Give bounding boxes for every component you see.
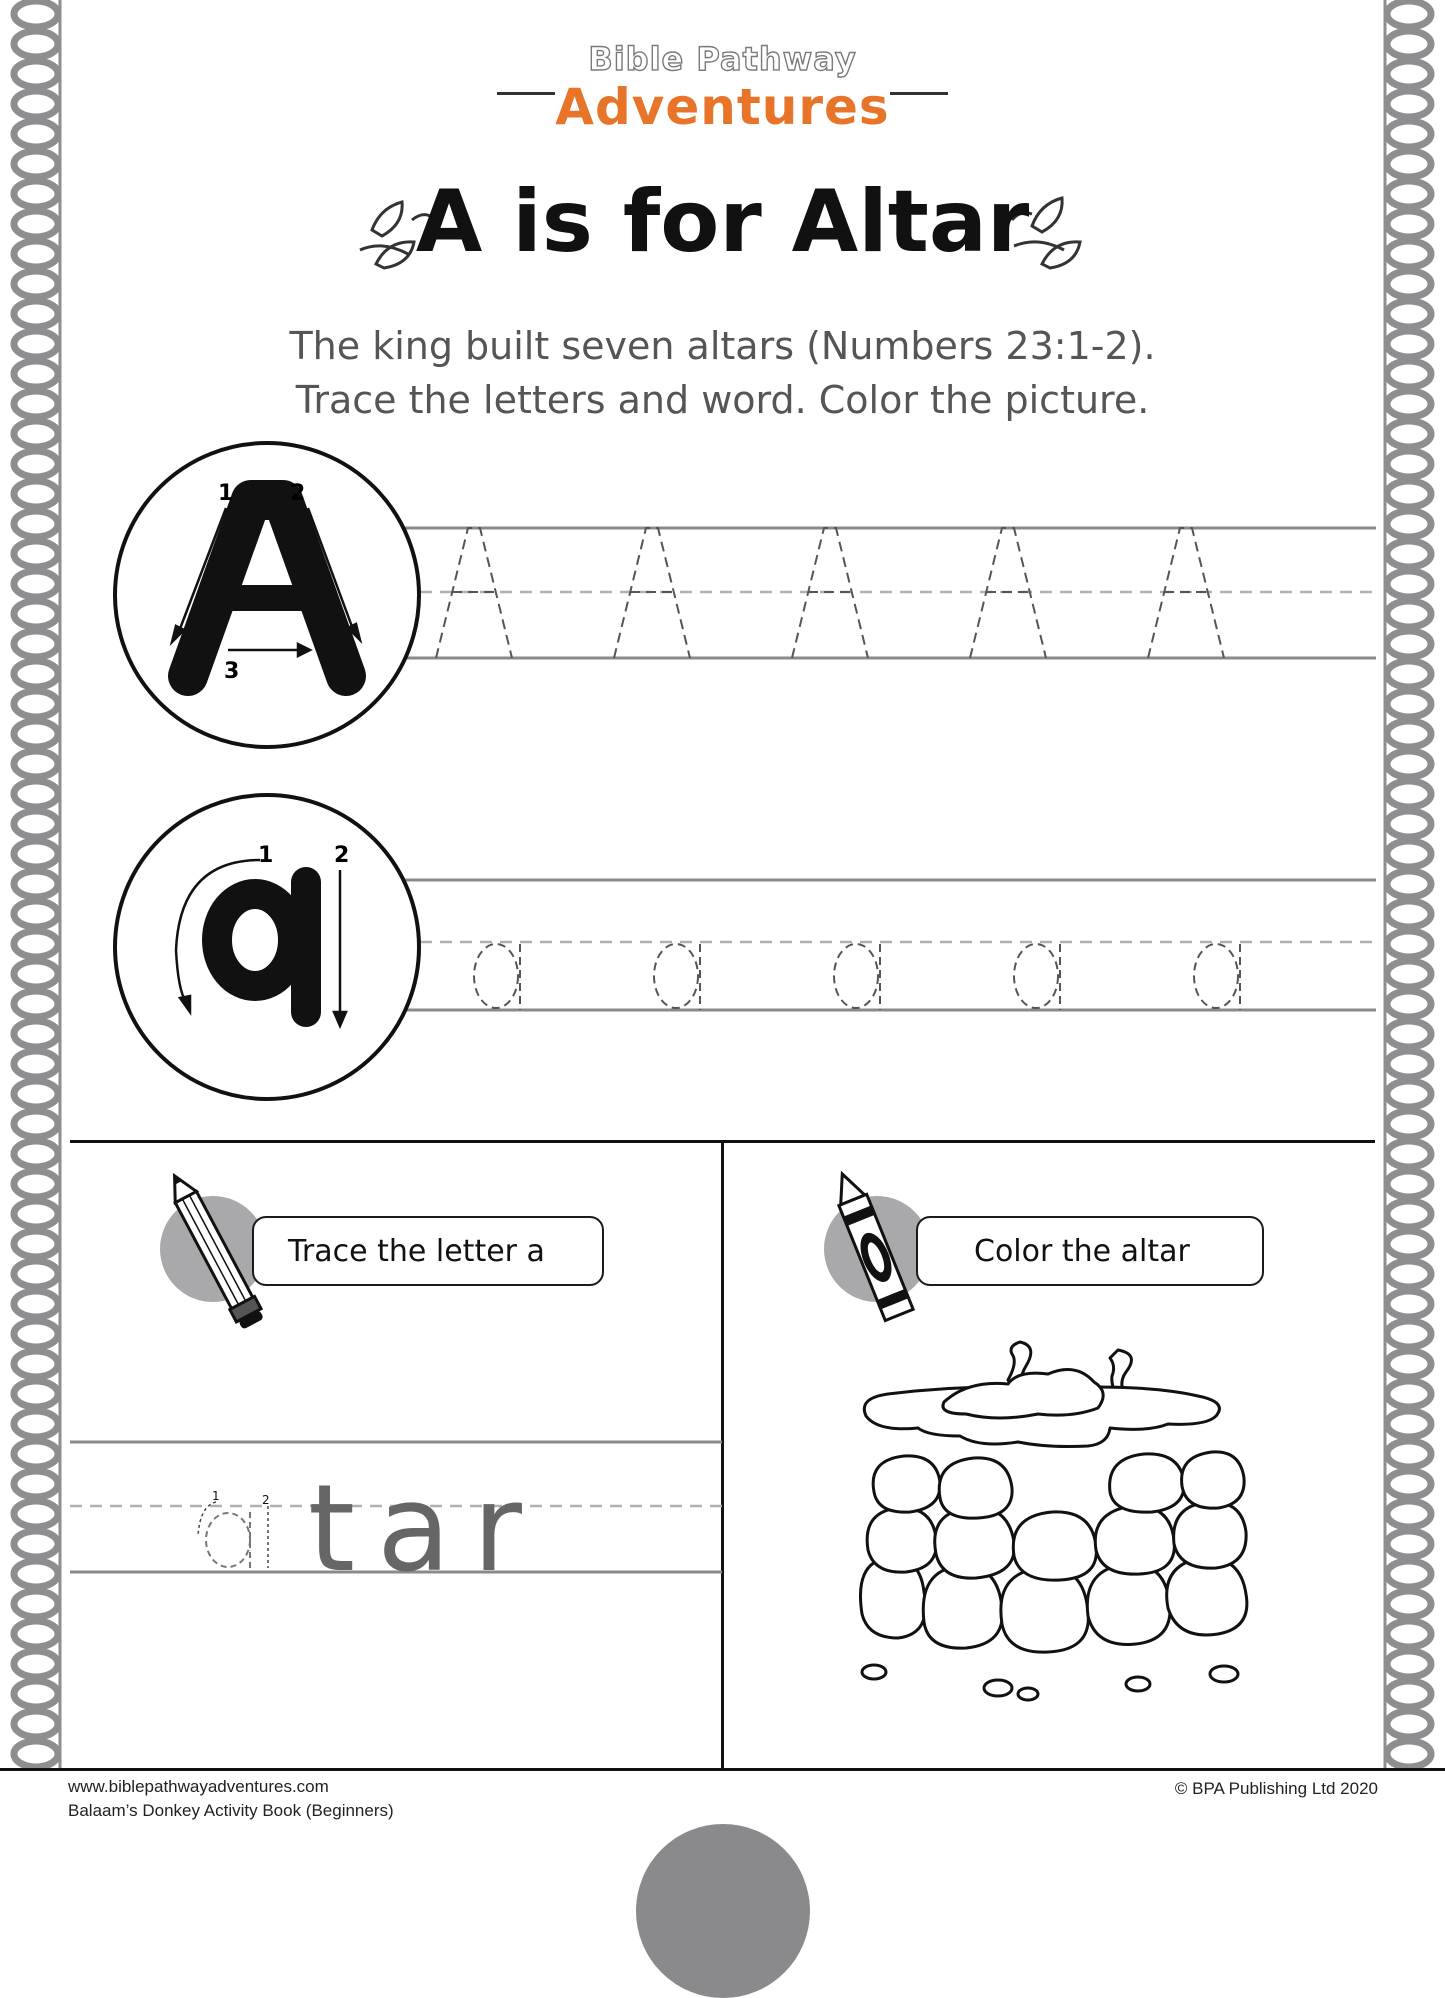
word-trace [190, 1440, 610, 1576]
lowercase-trace-letter [1014, 944, 1058, 1008]
logo-right-dash [890, 92, 948, 95]
coil-loop [1387, 661, 1431, 687]
coil-loop [1387, 1201, 1431, 1227]
coil-loop [1387, 1621, 1431, 1647]
coil-loop [14, 1651, 58, 1677]
word-solid-letters: tar [308, 1460, 544, 1576]
coil-loop [1387, 721, 1431, 747]
coil-loop [14, 1381, 58, 1407]
coil-loop [14, 451, 58, 477]
coil-loop [14, 271, 58, 297]
word-stroke-2: 2 [262, 1493, 270, 1507]
coil-loop [14, 1591, 58, 1617]
coil-loop [14, 811, 58, 837]
uppercase-stroke-3: 3 [224, 659, 240, 684]
coil-loop [1387, 961, 1431, 987]
coil-loop [14, 1681, 58, 1707]
word-stroke-1: 1 [212, 1489, 220, 1503]
lowercase-stroke-1: 1 [258, 843, 274, 868]
coil-loop [1387, 1441, 1431, 1467]
pencil-icon [164, 1164, 264, 1336]
coil-loop [1387, 931, 1431, 957]
coil-loop [14, 841, 58, 867]
coil-loop [1387, 601, 1431, 627]
uppercase-model-circle [110, 438, 424, 752]
coil-loop [14, 1081, 58, 1107]
coil-loop [14, 1561, 58, 1587]
coil-loop [14, 571, 58, 597]
coil-loop [14, 1, 58, 27]
coil-loop [1387, 1651, 1431, 1677]
coil-loop [1387, 571, 1431, 597]
uppercase-trace-letter [970, 528, 1046, 658]
coil-loop [14, 1471, 58, 1497]
instruction-line-1: The king built seven altars (Numbers 23:1-2). [289, 324, 1156, 368]
coil-loop [14, 1111, 58, 1137]
coil-loop [1387, 1231, 1431, 1257]
uppercase-trace-letters [400, 520, 1376, 670]
coil-loop [1387, 271, 1431, 297]
logo-main-text: Adventures [555, 78, 890, 136]
coil-loop [14, 1711, 58, 1737]
coil-loop [14, 1171, 58, 1197]
coil-loop [1387, 421, 1431, 447]
trace-instruction-label: Trace the letter a [288, 1233, 545, 1269]
coil-loop [14, 751, 58, 777]
coil-loop [1387, 1711, 1431, 1737]
coil-loop [14, 1501, 58, 1527]
coil-loop [1387, 1051, 1431, 1077]
coil-loop [1387, 1681, 1431, 1707]
coil-loop [14, 481, 58, 507]
coil-loop [1387, 1471, 1431, 1497]
coil-loop [1387, 541, 1431, 567]
coil-loop [1387, 1141, 1431, 1167]
coil-loop [14, 991, 58, 1017]
coil-loop [1387, 811, 1431, 837]
coil-loop [1387, 511, 1431, 537]
coil-loop [1387, 1111, 1431, 1137]
coil-loop [14, 1261, 58, 1287]
lowercase-stroke-2: 2 [334, 843, 350, 868]
coil-loop [1387, 1171, 1431, 1197]
coil-loop [1387, 1381, 1431, 1407]
coil-loop [1387, 631, 1431, 657]
coil-loop [1387, 1081, 1431, 1107]
uppercase-trace-letter [614, 528, 690, 658]
page-title: A is for Altar [415, 172, 1030, 272]
coil-loop [14, 691, 58, 717]
coil-loop [1387, 1, 1431, 27]
page-number: 53 [711, 1806, 735, 1828]
instruction-line-2: Trace the letters and word. Color the picture. [295, 378, 1150, 422]
coil-loop [14, 1021, 58, 1047]
lowercase-trace-letter [474, 944, 518, 1008]
lowercase-model-circle [110, 790, 424, 1104]
coil-loop [14, 661, 58, 687]
footer-copyright: © BPA Publishing Ltd 2020 [1174, 1779, 1378, 1798]
coil-loop [14, 1141, 58, 1167]
coil-loop [1387, 481, 1431, 507]
coil-loop [1387, 1561, 1431, 1587]
coil-loop [14, 421, 58, 447]
coil-loop [14, 601, 58, 627]
coil-loop [14, 721, 58, 747]
coil-loop [14, 511, 58, 537]
coil-loop [1387, 1291, 1431, 1317]
uppercase-stroke-1: 1 [218, 481, 234, 506]
coil-loop [14, 631, 58, 657]
coil-loop [1387, 991, 1431, 1017]
coil-loop [1387, 1531, 1431, 1557]
coil-loop [1387, 781, 1431, 807]
coil-loop [1387, 1021, 1431, 1047]
lowercase-trace-letters [400, 872, 1376, 1022]
coil-loop [14, 541, 58, 567]
coil-loop [14, 931, 58, 957]
coil-loop [14, 1321, 58, 1347]
coil-loop [14, 1351, 58, 1377]
coil-loop [1387, 871, 1431, 897]
coil-loop [14, 1291, 58, 1317]
coil-loop [14, 1741, 58, 1767]
coil-loop [1387, 1741, 1431, 1767]
lowercase-trace-letter [654, 944, 698, 1008]
coil-loop [1387, 1321, 1431, 1347]
coil-loop [1387, 691, 1431, 717]
lowercase-trace-letter [834, 944, 878, 1008]
coil-loop [14, 1231, 58, 1257]
uppercase-trace-letter [436, 528, 512, 658]
page-number-tab [636, 1824, 810, 1998]
uppercase-stroke-2: 2 [290, 481, 306, 506]
crayon-icon [830, 1164, 916, 1336]
logo-top-text: Bible Pathway [588, 40, 857, 78]
coil-loop [14, 1411, 58, 1437]
coil-loop [14, 961, 58, 987]
coil-loop [14, 1051, 58, 1077]
coil-loop [14, 901, 58, 927]
coil-loop [14, 1201, 58, 1227]
uppercase-trace-letter [1148, 528, 1224, 658]
color-instruction-label: Color the altar [974, 1233, 1190, 1269]
color-instruction-box [916, 1216, 1264, 1286]
coil-loop [1387, 451, 1431, 477]
coil-loop [1387, 1411, 1431, 1437]
coil-loop [1387, 751, 1431, 777]
coil-loop [1387, 1261, 1431, 1287]
logo-left-dash [497, 92, 555, 95]
coil-loop [14, 1621, 58, 1647]
coil-loop [1387, 901, 1431, 927]
footer-book-title: Balaam’s Donkey Activity Book (Beginners) [68, 1801, 394, 1820]
coil-loop [1387, 1351, 1431, 1377]
altar-illustration [848, 1332, 1258, 1712]
lowercase-trace-letter [1194, 944, 1238, 1008]
uppercase-trace-letter [792, 528, 868, 658]
coil-loop [1387, 1591, 1431, 1617]
page-bottom-rule [0, 1768, 1445, 1771]
coil-loop [1387, 1501, 1431, 1527]
coil-loop [14, 1441, 58, 1467]
coil-loop [14, 871, 58, 897]
coil-loop [14, 1531, 58, 1557]
coil-loop [14, 781, 58, 807]
trace-instruction-box [252, 1216, 604, 1286]
coil-loop [1387, 841, 1431, 867]
footer-website: www.biblepathwayadventures.com [68, 1777, 329, 1796]
